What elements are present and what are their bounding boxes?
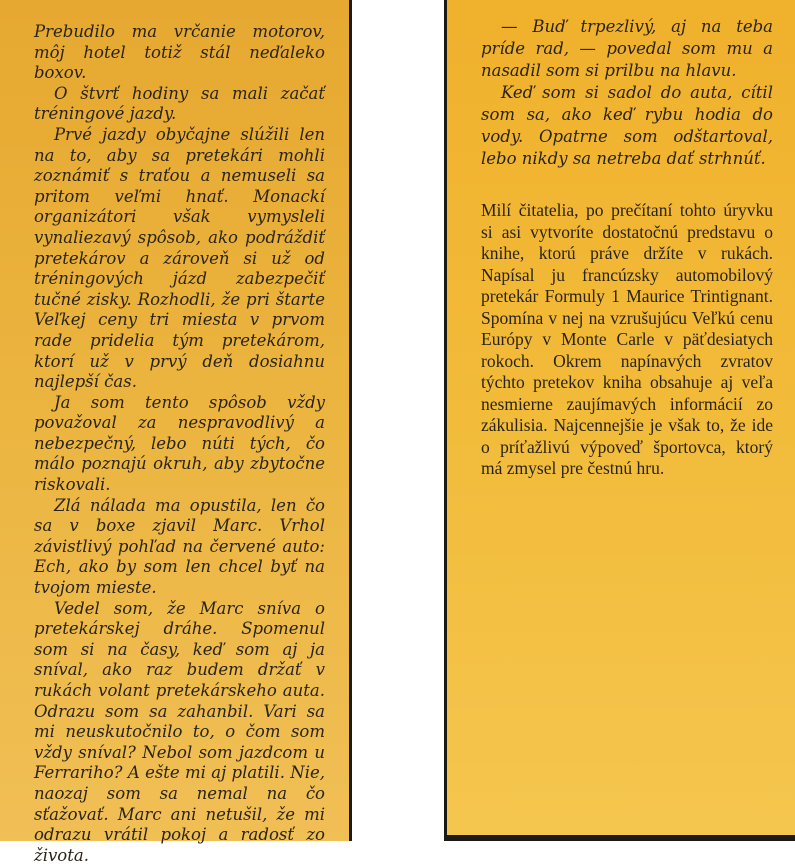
dialog-paragraph: Keď som si sadol do auta, cítil som sa, ako keď rybu hodia do vody. Opatrne som odštartoval, lebo nikdy sa netreba dať strhnúť. <box>481 83 773 168</box>
story-paragraph: Prvé jazdy obyčajne slúžili len na to, aby sa pretekári mohli zoznámiť s traťou a nemuseli sa pritom veľmi hnať. Monackí organizátori však vymysleli vynaliezavý spôsob, ako podráždiť pretekárov a zároveň si už od tréningových jázd zabezpečiť tučné zisky. Rozhodli, že pri štarte Veľkej ceny tri miesta v prvom rade pridelia tým pretekárom, ktorí už v prvý deň dosiahnu najlepší čas. <box>34 124 325 392</box>
story-paragraph: O štvrť hodiny sa mali začať tréningové jazdy. <box>34 83 325 124</box>
reader-note-paragraph: Milí čitatelia, po prečítaní tohto úryvku si asi vytvoríte dostatočnú predstavu o knihe, ktorú práve držíte v rukách. Napísal ju francúzsky automobilový pretekár Formuly 1 Maurice Trintignant. Spomína v nej na vzrušujúcu Veľkú cenu Európy v Monte Carle v päťdesiatych rokoch. Okrem napínavých zvratov týchto pretekov kniha obsahuje aj veľa nesmierne zaujímavých informácií zo zákulisia. Najcennejšie je však to, že ide o príťažlivú výpoveď športovca, ktorý má zmysel pre čestnú hru. <box>481 200 773 478</box>
story-paragraph: Ja som tento spôsob vždy považoval za nespravodlivý a nebezpečný, lebo núti tých, čo málo poznajú okruh, aby zbytočne riskovali. <box>34 392 325 495</box>
dialog-paragraph: — Buď trpezlivý, aj na teba príde rad, — povedal som mu a nasadil som si prilbu na hlavu. <box>481 17 773 80</box>
story-paragraph: Prebudilo ma vrčanie motorov, môj hotel totiž stál neďaleko boxov. <box>34 22 325 83</box>
story-paragraph: Vedel som, že Marc sníva o pretekárskej dráhe. Spomenul som si na časy, keď som aj ja sníval, ako raz budem držať v rukách volant pretekárskeho auta. Odrazu som sa zahanbil. Vari sa mi neuskutočnilo to, o čom som vždy sníval? Nebol som jazdcom u Ferrariho? A ešte mi aj platili. Nie, naozaj som sa nemal na čo sťažovať. Marc ani netušil, že mi odrazu vrátil pokoj a radosť zo života. <box>34 598 325 865</box>
left-page-panel <box>0 0 352 865</box>
story-paragraph: Zlá nálada ma opustila, len čo sa v boxe zjavil Marc. Vrhol závistlivý pohľad na červené auto: Ech, ako by som len chcel byť na tvojom mieste. <box>34 495 325 598</box>
right-page-panel <box>444 0 795 841</box>
